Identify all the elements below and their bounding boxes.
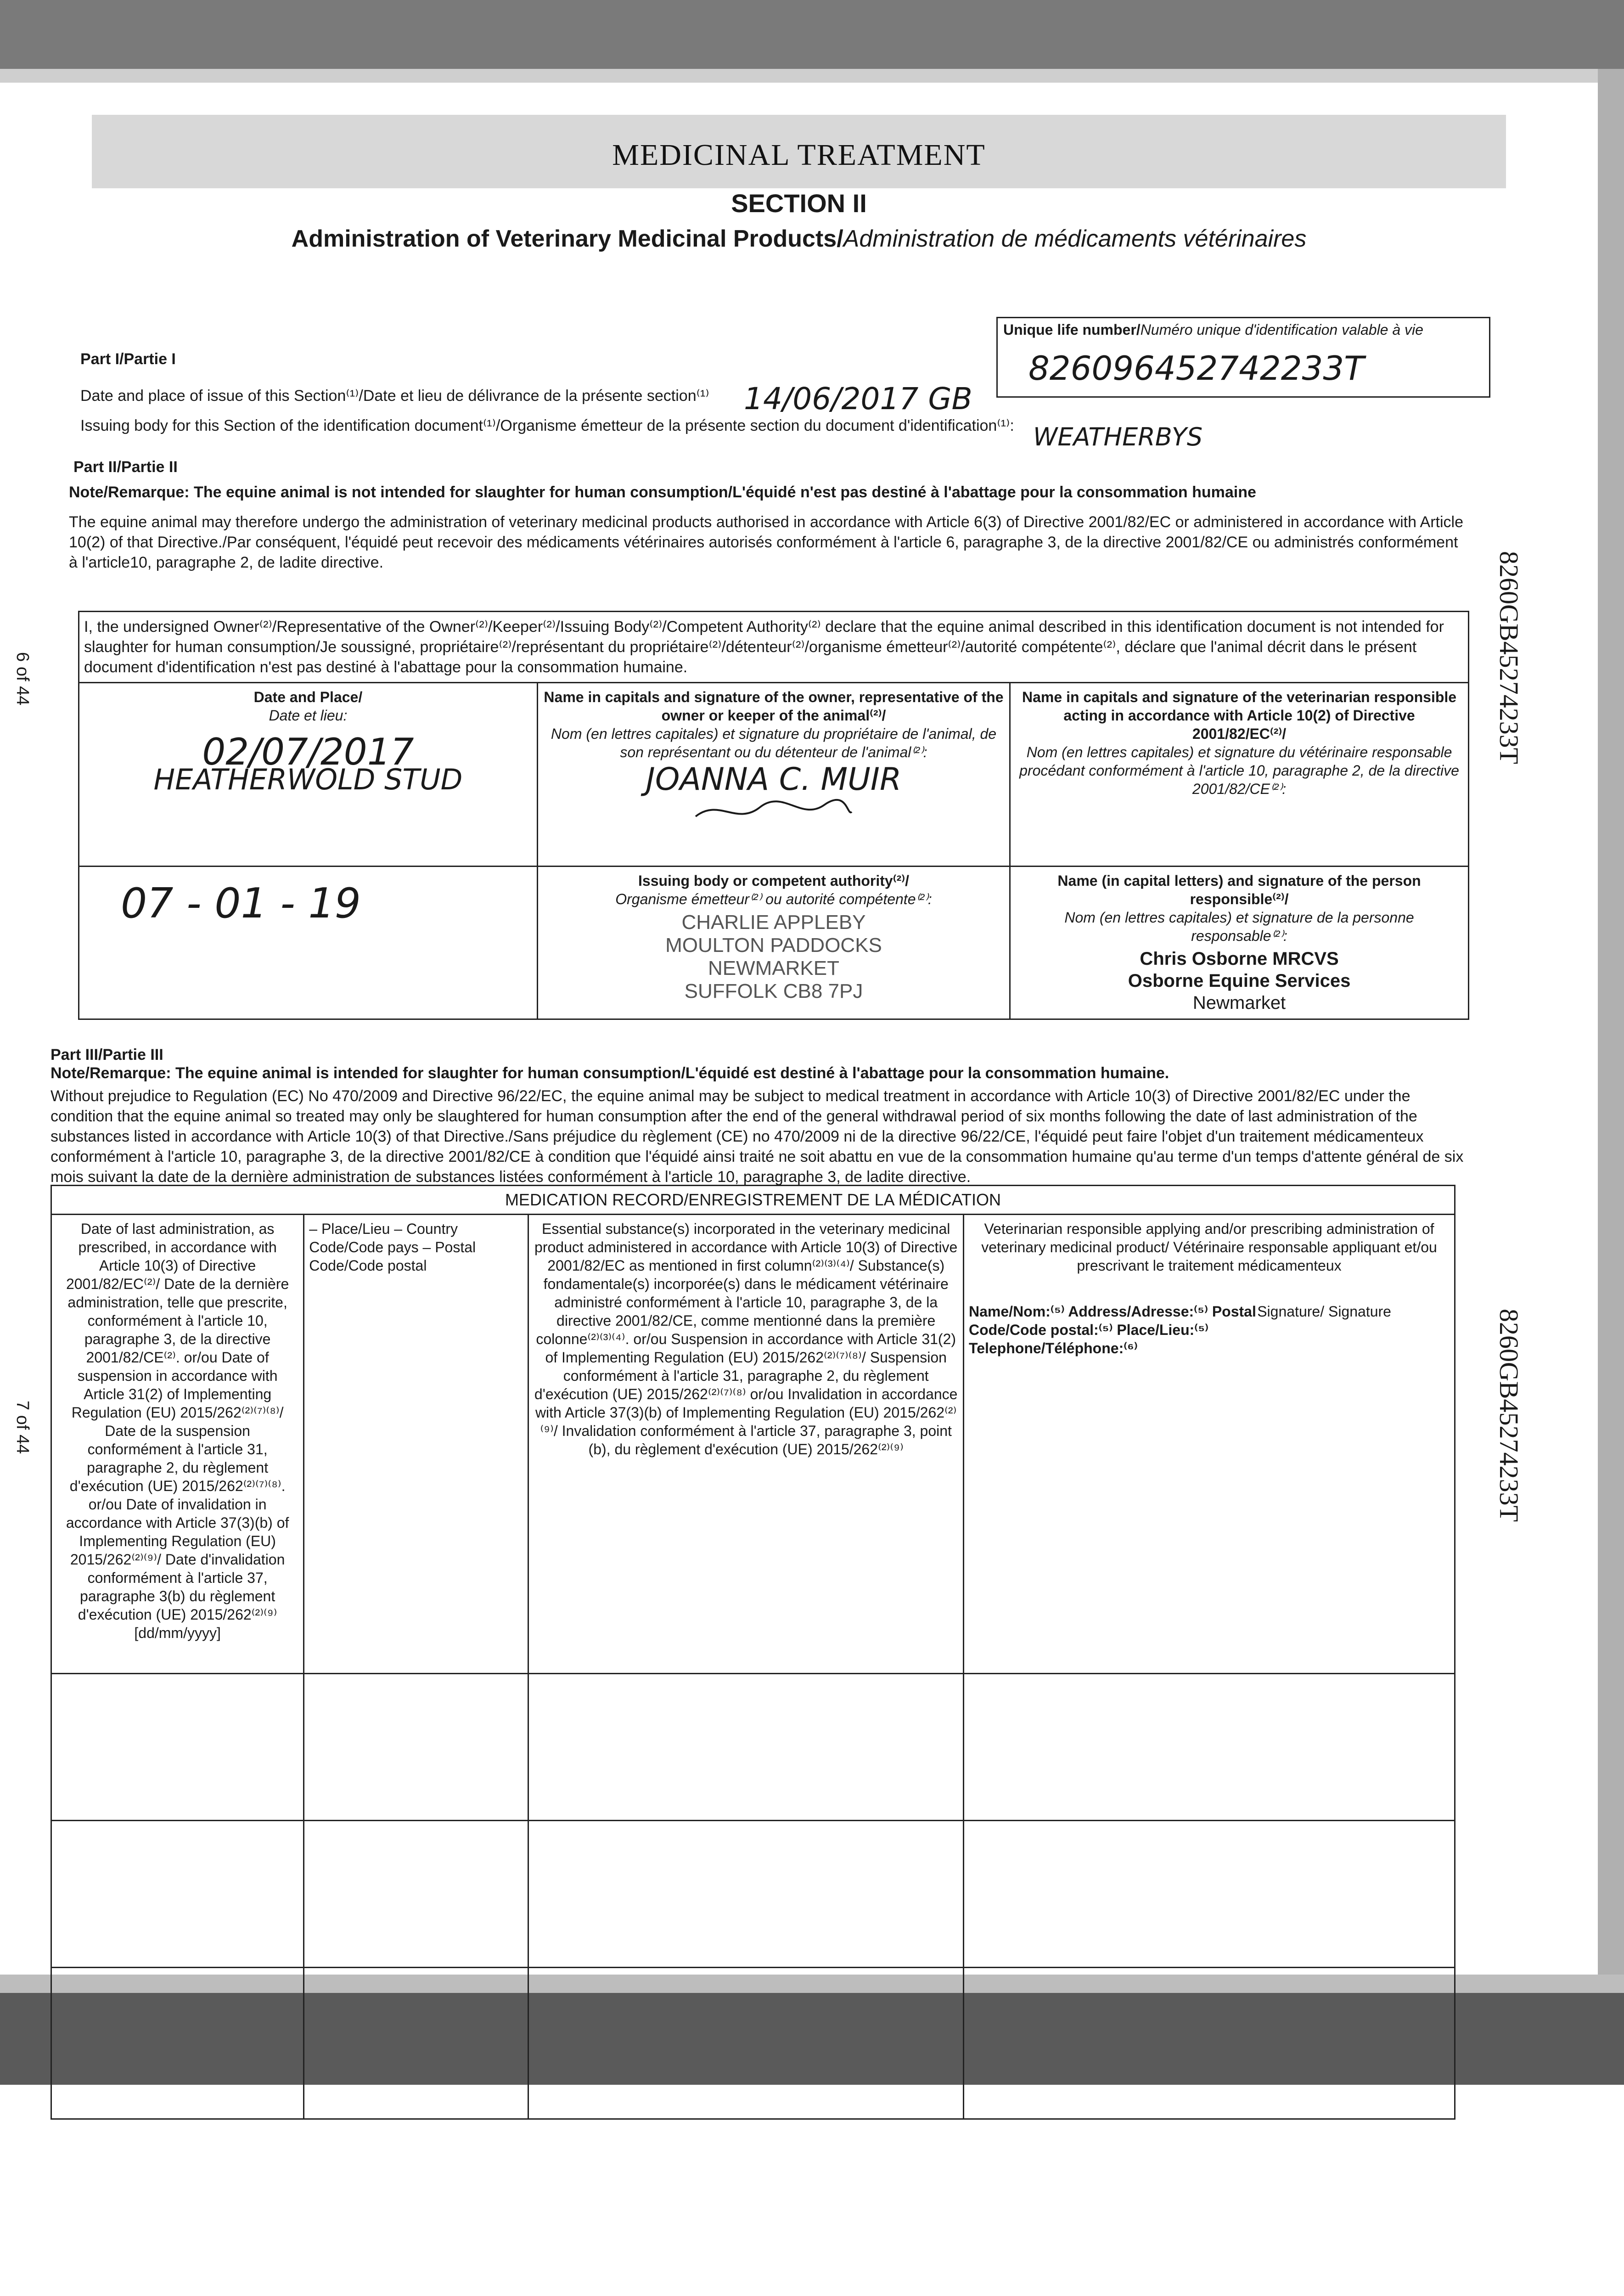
declaration-date: 02/07/2017 [202,731,414,773]
med-col-date: Date of last administration, as prescribed, in accordance with Article 10(3) of Directive 2001/82/EC⁽²⁾/ Date de la dernière administration, telle que prescrite, conformément à l'article 10, paragraphe 3, de la directive 2001/82/CE⁽²⁾. or/ou Date of suspension in accordance with Article 31(2) of Implementing Regulation (EU) 2015/262⁽²⁾⁽⁷⁾⁽⁸⁾/ Date de la suspension conformément à l'article 31, paragraphe 2, du règlement d'exécution (UE) 2015/262⁽²⁾⁽⁷⁾⁽⁸⁾. or/ou Date of invalidation in accordance with Article 37(3)(b) of Implementing Regulation (EU) 2015/262⁽²⁾⁽⁹⁾/ Date d'invalidation conformément à l'article 37, paragraphe 3(b) du règlement d'exécution (UE) 2015/262⁽²⁾⁽⁹⁾ [dd/mm/yyyy] [51,1215,304,1674]
med-row-3-c3 [528,1968,964,2119]
med-row-2-c3 [528,1821,964,1968]
scan-edge-top [0,0,1624,69]
part1-issuing-value: WEATHERBYS [1033,422,1203,451]
part1-date-value: 14/06/2017 GB [744,381,972,416]
part2-note: Note/Remarque: The equine animal is not intended for slaughter for human consumption/L'équidé n'est pas destiné à l'abattage pour la consommation humaine [69,484,1256,501]
uid-value: 826096452742233T [1028,349,1365,388]
med-vet-signature: Signature/ Signature [1257,1303,1391,1320]
med-row-1-c2 [304,1674,528,1821]
page-number-6: 6 of 44 [13,652,32,706]
med-row-2-c4 [964,1821,1455,1968]
medication-record-title: MEDICATION RECORD/ENREGISTREMENT DE LA MÉDICATION [51,1186,1455,1215]
row2-date-cell [79,867,538,1019]
vet-signature-cell: Name in capitals and signature of the veterinarian responsible acting in accordance with Article 10(2) of Directive 2001/82/EC⁽²⁾/ Nom (en lettres capitales) et signature du vétérinaire responsable procédant conformément à l'article 10, paragraphe 2, de la directive 2001/82/CE⁽²⁾: [1010,683,1469,867]
issuing-body-cell: Issuing body or competent authority⁽²⁾/ Organisme émetteur⁽²⁾ ou autorité compétente⁽²⁾: CHARLIE APPLEBY MOULTON PADDOCKS NEWMARKET SUFFOLK CB8 7PJ [537,867,1010,1019]
document-subtitle: Administration of Veterinary Medicinal Products/Administration de médicaments vétérinaires [291,225,1307,252]
uid-label: Unique life number/Numéro unique d'identification valable à vie [1003,321,1423,338]
med-col-substance: Essential substance(s) incorporated in the veterinary medicinal product administered in accordance with Article 10(3) of Directive 2001/82/EC as mentioned in first column⁽²⁾⁽³⁾⁽⁴⁾/ Substance(s) fondamentale(s) incorporée(s) dans le médicament vétérinaire administré conformément à l'article 10, paragraphe 3, de la directive 2001/82/CE, comme mentionné dans la première colonne⁽²⁾⁽³⁾⁽⁴⁾. or/ou Suspension in accordance with Article 31(2) of Implementing Regulation (EU) 2015/262⁽²⁾⁽⁷⁾⁽⁸⁾/ Suspension conformément à l'article 31, paragraphe 2, du règlement d'exécution (UE) 2015/262⁽²⁾⁽⁷⁾⁽⁸⁾ or/ou Invalidation in accordance with Article 37(3)(b) of Implementing Regulation (EU) 2015/262⁽²⁾⁽⁹⁾/ Invalidation conformément à l'article 37, paragraphe 3, point (b), du règlement d'exécution (UE) 2015/262⁽²⁾⁽⁹⁾ [528,1215,964,1674]
declaration-text: I, the undersigned Owner⁽²⁾/Representative of the Owner⁽²⁾/Keeper⁽²⁾/Issuing Body⁽²⁾/Competent Authority⁽²⁾ declare that the equine animal described in this identification document is not intended for slaughter for human consumption/Je soussigné, propriétaire⁽²⁾/représentant du propriétaire⁽²⁾/détenteur⁽²⁾/organisme émetteur⁽²⁾/autorité compétente⁽²⁾, déclare que l'animal décrit dans le présent document d'identification n'est pas destiné à l'abattage pour la consommation humaine. [79,612,1469,683]
med-col-place: – Place/Lieu – Country Code/Code pays – Postal Code/Code postal [304,1215,528,1674]
owner-signature-cell: Name in capitals and signature of the owner, representative of the owner or keeper of the animal⁽²⁾/ Nom (en lettres capitales) et signature du propriétaire de l'animal, de son représentant ou du détenteur de l'animal⁽²⁾: JOANNA C. MUIR [537,683,1010,867]
declaration-place: HEATHERWOLD STUD [153,763,463,796]
scan-edge-right [1598,69,1624,1975]
vet-stamp: Chris Osborne MRCVS Osborne Equine Services Newmarket [1128,949,1351,1013]
date-place-cell: Date and Place/ Date et lieu: 02/07/2017 HEATHERWOLD STUD [79,683,538,867]
med-col-vet [964,1215,1455,1674]
declaration-table [78,611,1469,1020]
med-row-1-c3 [528,1674,964,1821]
med-row-1-c4 [964,1674,1455,1821]
issuing-body-stamp: CHARLIE APPLEBY MOULTON PADDOCKS NEWMARKET SUFFOLK CB8 7PJ [665,911,882,1002]
med-row-2-c2 [304,1821,528,1968]
part1-heading: Part I/Partie I [80,350,176,368]
part1-issuing-label: Issuing body for this Section of the identification document⁽¹⁾/Organisme émetteur de la présente section du document d'identification⁽¹⁾: [80,417,1014,434]
med-row-1-c1 [51,1674,304,1821]
medication-record-table [51,1185,1455,2120]
part3-heading: Part III/Partie III [51,1046,163,1064]
section-title: SECTION II [731,189,867,218]
page-number-7: 7 of 44 [13,1401,32,1454]
banner-title: MEDICINAL TREATMENT [612,138,986,172]
part3-paragraph: Without prejudice to Regulation (EC) No 470/2009 and Directive 96/22/EC, the equine animal may be subject to medical treatment in accordance with Article 10(3) of Directive 2001/82/EC under the condition that the equine animal so treated may only be slaughtered for human consumption after the end of the general withdrawal period of six months following the date of last administration of the substances listed in accordance with Article 10(3) of that Directive./Sans préjudice du règlement (CE) no 470/2009 ni de la directive 96/22/CE, l'équidé peut faire l'objet d'un traitement médicamenteux conformément à l'article 10, paragraphe 3, de la directive 2001/82/CE à condition que l'équidé ainsi traité ne soit abattu en vue de la consommation humaine qu'au terme d'un temps d'attente général de six mois suivant la date de la dernière administration de substances listées conformément à l'article 10, paragraphe 3, de ladite directive. [51,1087,1464,1186]
med-row-3-c4 [964,1968,1455,2119]
side-uid-bottom: 8260GB45274233T [1494,1309,1524,1522]
row2-date: 07 - 01 - 19 [121,879,361,928]
scan-edge-top-light [0,69,1624,83]
med-row-2-c1 [51,1821,304,1968]
part2-heading: Part II/Partie II [73,458,178,476]
owner-name: JOANNA C. MUIR [646,761,902,798]
part1-date-label: Date and place of issue of this Section⁽¹⁾/Date et lieu de délivrance de la présente section⁽¹⁾ [80,387,709,405]
med-row-3-c2 [304,1968,528,2119]
part2-paragraph: The equine animal may therefore undergo the administration of veterinary medicinal products authorised in accordance with Article 6(3) of Directive 2001/82/EC or administered in accordance with Article 10(2) of that Directive./Par conséquent, l'équidé peut recevoir des médicaments vétérinaires autorisés conformément à l'article 6, paragraphe 3, de la directive 2001/82/CE ou administrés conformément à l'article10, paragraphe 2, de ladite directive. [69,513,1464,571]
responsible-person-cell: Name (in capital letters) and signature of the person responsible⁽²⁾/ Nom (en lettres capitales) et signature de la personne responsable⁽²⁾: Chris Osborne MRCVS Osborne Equine Services Newmarket [1010,867,1469,1019]
part3-note: Note/Remarque: The equine animal is intended for slaughter for human consumption/L'équidé est destiné à l'abattage pour la consommation humaine. [51,1064,1169,1082]
owner-signature [691,793,856,830]
med-vet-fields: Name/Nom:⁽⁵⁾ Address/Adresse:⁽⁵⁾ Postal Code/Code postal:⁽⁵⁾ Place/Lieu:⁽⁵⁾ Telephone/Téléphone:⁽⁶⁾ [969,1303,1256,1356]
med-row-3-c1 [51,1968,304,2119]
med-col-vet-head: Veterinarian responsible applying and/or prescribing administration of veterinary medicinal product/ Vétérinaire responsable appliquant et/ou prescrivant le traitement médicamenteux [981,1221,1437,1274]
side-uid-top: 8260GB45274233T [1494,551,1524,764]
